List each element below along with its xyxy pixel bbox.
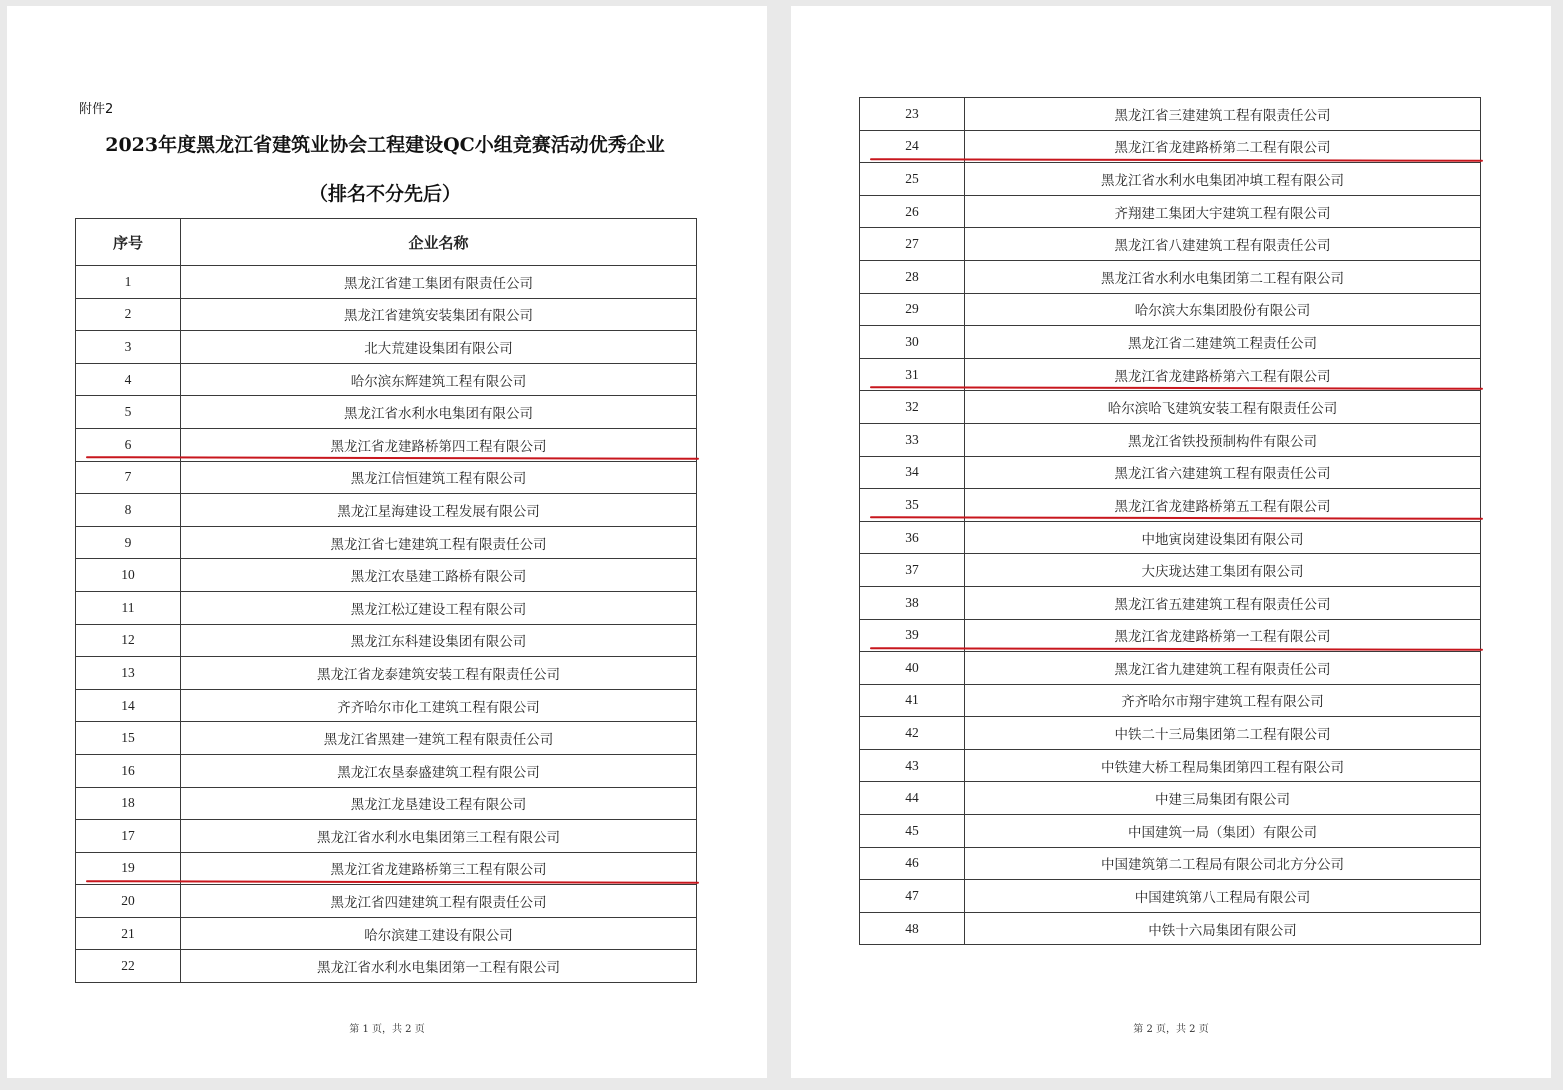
row-company-name: 中铁建大桥工程局集团第四工程有限公司: [965, 749, 1481, 782]
row-seq: 33: [860, 423, 965, 456]
row-company-name: 大庆珑达建工集团有限公司: [965, 554, 1481, 587]
row-company-name: 黑龙江省水利水电集团冲填工程有限公司: [965, 163, 1481, 196]
row-company-name: 哈尔滨建工建设有限公司: [181, 917, 697, 950]
row-seq: 25: [860, 163, 965, 196]
row-company-name: 黑龙江省水利水电集团有限公司: [181, 396, 697, 429]
table-row: [860, 586, 1481, 619]
document-title: 2023年度黑龙江省建筑业协会工程建设QC小组竞赛活动优秀企业: [105, 134, 665, 156]
row-company-name: 中铁十六局集团有限公司: [965, 912, 1481, 945]
row-seq: 16: [76, 754, 181, 787]
row-seq: 1: [76, 266, 181, 299]
row-seq: 28: [860, 260, 965, 293]
row-seq: 4: [76, 363, 181, 396]
row-seq: 38: [860, 586, 965, 619]
row-company-name: 黑龙江省黑建一建筑工程有限责任公司: [181, 722, 697, 755]
row-company-name: 中铁二十三局集团第二工程有限公司: [965, 717, 1481, 750]
row-seq: 43: [860, 749, 965, 782]
row-seq: 37: [860, 554, 965, 587]
row-seq: 23: [860, 98, 965, 131]
row-seq: 18: [76, 787, 181, 820]
row-company-name: 黑龙江省九建建筑工程有限责任公司: [965, 652, 1481, 685]
table-header-row: [76, 219, 697, 266]
row-company-name: 黑龙江省六建建筑工程有限责任公司: [965, 456, 1481, 489]
table-row: [860, 749, 1481, 782]
row-seq: 36: [860, 521, 965, 554]
row-company-name: 黑龙江省建工集团有限责任公司: [181, 266, 697, 299]
document-page-2: [791, 6, 1551, 1078]
table-row: [860, 391, 1481, 424]
table-row: [860, 880, 1481, 913]
row-seq: 21: [76, 917, 181, 950]
page-footer: 第 2 页，共 2 页: [1133, 1024, 1209, 1035]
table-row: [860, 554, 1481, 587]
row-seq: 15: [76, 722, 181, 755]
row-seq: 26: [860, 195, 965, 228]
table-row: [76, 787, 697, 820]
document-page-1: [7, 6, 767, 1078]
row-company-name: 黑龙江星海建设工程发展有限公司: [181, 494, 697, 527]
row-seq: 19: [76, 852, 181, 885]
row-company-name: 齐齐哈尔市化工建筑工程有限公司: [181, 689, 697, 722]
table-row: [860, 717, 1481, 750]
table-row: [76, 298, 697, 331]
table-row: [76, 396, 697, 429]
row-seq: 48: [860, 912, 965, 945]
row-company-name: 黑龙江龙垦建设工程有限公司: [181, 787, 697, 820]
table-row: [860, 98, 1481, 131]
table-row: [860, 456, 1481, 489]
row-seq: 35: [860, 489, 965, 522]
row-company-name: 中国建筑第八工程局有限公司: [965, 880, 1481, 913]
row-company-name: 黑龙江省龙建路桥第三工程有限公司: [181, 852, 697, 885]
row-seq: 44: [860, 782, 965, 815]
row-seq: 20: [76, 885, 181, 918]
row-company-name: 黑龙江省龙建路桥第四工程有限公司: [181, 428, 697, 461]
table-row: [860, 782, 1481, 815]
row-company-name: 黑龙江省三建建筑工程有限责任公司: [965, 98, 1481, 131]
row-company-name: 中国建筑第二工程局有限公司北方分公司: [965, 847, 1481, 880]
row-company-name: 北大荒建设集团有限公司: [181, 331, 697, 364]
row-seq: 29: [860, 293, 965, 326]
header-company-name: 企业名称: [181, 219, 697, 266]
table-row: [76, 559, 697, 592]
table-row: [76, 657, 697, 690]
row-seq: 41: [860, 684, 965, 717]
row-seq: 7: [76, 461, 181, 494]
row-seq: 24: [860, 130, 965, 163]
row-company-name: 黑龙江省龙建路桥第二工程有限公司: [965, 130, 1481, 163]
row-seq: 3: [76, 331, 181, 364]
table-row: [76, 885, 697, 918]
row-seq: 47: [860, 880, 965, 913]
row-company-name: 黑龙江省二建建筑工程责任公司: [965, 326, 1481, 359]
table-row: [860, 847, 1481, 880]
row-company-name: 中国建筑一局（集团）有限公司: [965, 815, 1481, 848]
table-row: [860, 260, 1481, 293]
row-seq: 27: [860, 228, 965, 261]
row-seq: 11: [76, 591, 181, 624]
row-seq: 6: [76, 428, 181, 461]
row-seq: 39: [860, 619, 965, 652]
row-seq: 40: [860, 652, 965, 685]
company-table-page-2: [859, 97, 1481, 945]
table-row: [76, 917, 697, 950]
row-seq: 17: [76, 820, 181, 853]
table-row: [76, 526, 697, 559]
row-company-name: 黑龙江省四建建筑工程有限责任公司: [181, 885, 697, 918]
table-row: [76, 331, 697, 364]
row-seq: 34: [860, 456, 965, 489]
table-row: [860, 912, 1481, 945]
row-seq: 2: [76, 298, 181, 331]
row-seq: 31: [860, 358, 965, 391]
table-row: [76, 689, 697, 722]
table-row: [76, 754, 697, 787]
table-row: [860, 293, 1481, 326]
table-row: [76, 591, 697, 624]
row-company-name: 中地寅岗建设集团有限公司: [965, 521, 1481, 554]
company-table-page-1: [75, 218, 697, 983]
row-seq: 46: [860, 847, 965, 880]
row-company-name: 黑龙江省水利水电集团第二工程有限公司: [965, 260, 1481, 293]
table-row: [76, 363, 697, 396]
table-row: [860, 815, 1481, 848]
row-company-name: 齐翔建工集团大宇建筑工程有限公司: [965, 195, 1481, 228]
document-subtitle: （排名不分先后）: [308, 183, 461, 205]
table-row: [860, 228, 1481, 261]
row-company-name: 黑龙江省建筑安装集团有限公司: [181, 298, 697, 331]
row-seq: 9: [76, 526, 181, 559]
table-row: [860, 684, 1481, 717]
row-company-name: 黑龙江省龙泰建筑安装工程有限责任公司: [181, 657, 697, 690]
row-company-name: 黑龙江省水利水电集团第一工程有限公司: [181, 950, 697, 983]
table-row: [860, 652, 1481, 685]
row-company-name: 中建三局集团有限公司: [965, 782, 1481, 815]
row-company-name: 黑龙江省龙建路桥第五工程有限公司: [965, 489, 1481, 522]
header-seq: 序号: [76, 219, 181, 266]
table-row: [860, 326, 1481, 359]
row-company-name: 黑龙江东科建设集团有限公司: [181, 624, 697, 657]
row-company-name: 黑龙江农垦建工路桥有限公司: [181, 559, 697, 592]
row-seq: 30: [860, 326, 965, 359]
row-seq: 12: [76, 624, 181, 657]
row-seq: 42: [860, 717, 965, 750]
table-row: [76, 722, 697, 755]
table-row: [76, 461, 697, 494]
row-company-name: 哈尔滨大东集团股份有限公司: [965, 293, 1481, 326]
page-footer: 第 1 页，共 2 页: [349, 1024, 425, 1035]
row-seq: 8: [76, 494, 181, 527]
row-seq: 14: [76, 689, 181, 722]
table-row: [76, 950, 697, 983]
table-row: [860, 423, 1481, 456]
row-company-name: 哈尔滨哈飞建筑安装工程有限责任公司: [965, 391, 1481, 424]
row-company-name: 黑龙江松辽建设工程有限公司: [181, 591, 697, 624]
row-company-name: 黑龙江省七建建筑工程有限责任公司: [181, 526, 697, 559]
row-company-name: 黑龙江省铁投预制构件有限公司: [965, 423, 1481, 456]
row-company-name: 黑龙江农垦泰盛建筑工程有限公司: [181, 754, 697, 787]
row-company-name: 黑龙江省八建建筑工程有限责任公司: [965, 228, 1481, 261]
row-seq: 10: [76, 559, 181, 592]
row-seq: 32: [860, 391, 965, 424]
row-seq: 5: [76, 396, 181, 429]
row-seq: 22: [76, 950, 181, 983]
row-company-name: 黑龙江信恒建筑工程有限公司: [181, 461, 697, 494]
table-row: [76, 624, 697, 657]
row-company-name: 黑龙江省五建建筑工程有限责任公司: [965, 586, 1481, 619]
table-row: [76, 494, 697, 527]
table-row: [860, 195, 1481, 228]
row-seq: 45: [860, 815, 965, 848]
table-row: [76, 820, 697, 853]
table-row: [860, 163, 1481, 196]
row-company-name: 哈尔滨东辉建筑工程有限公司: [181, 363, 697, 396]
table-row: [860, 521, 1481, 554]
row-company-name: 黑龙江省龙建路桥第六工程有限公司: [965, 358, 1481, 391]
row-company-name: 黑龙江省水利水电集团第三工程有限公司: [181, 820, 697, 853]
table-row: [76, 266, 697, 299]
row-company-name: 黑龙江省龙建路桥第一工程有限公司: [965, 619, 1481, 652]
row-company-name: 齐齐哈尔市翔宇建筑工程有限公司: [965, 684, 1481, 717]
attachment-label: 附件2: [79, 102, 114, 117]
row-seq: 13: [76, 657, 181, 690]
